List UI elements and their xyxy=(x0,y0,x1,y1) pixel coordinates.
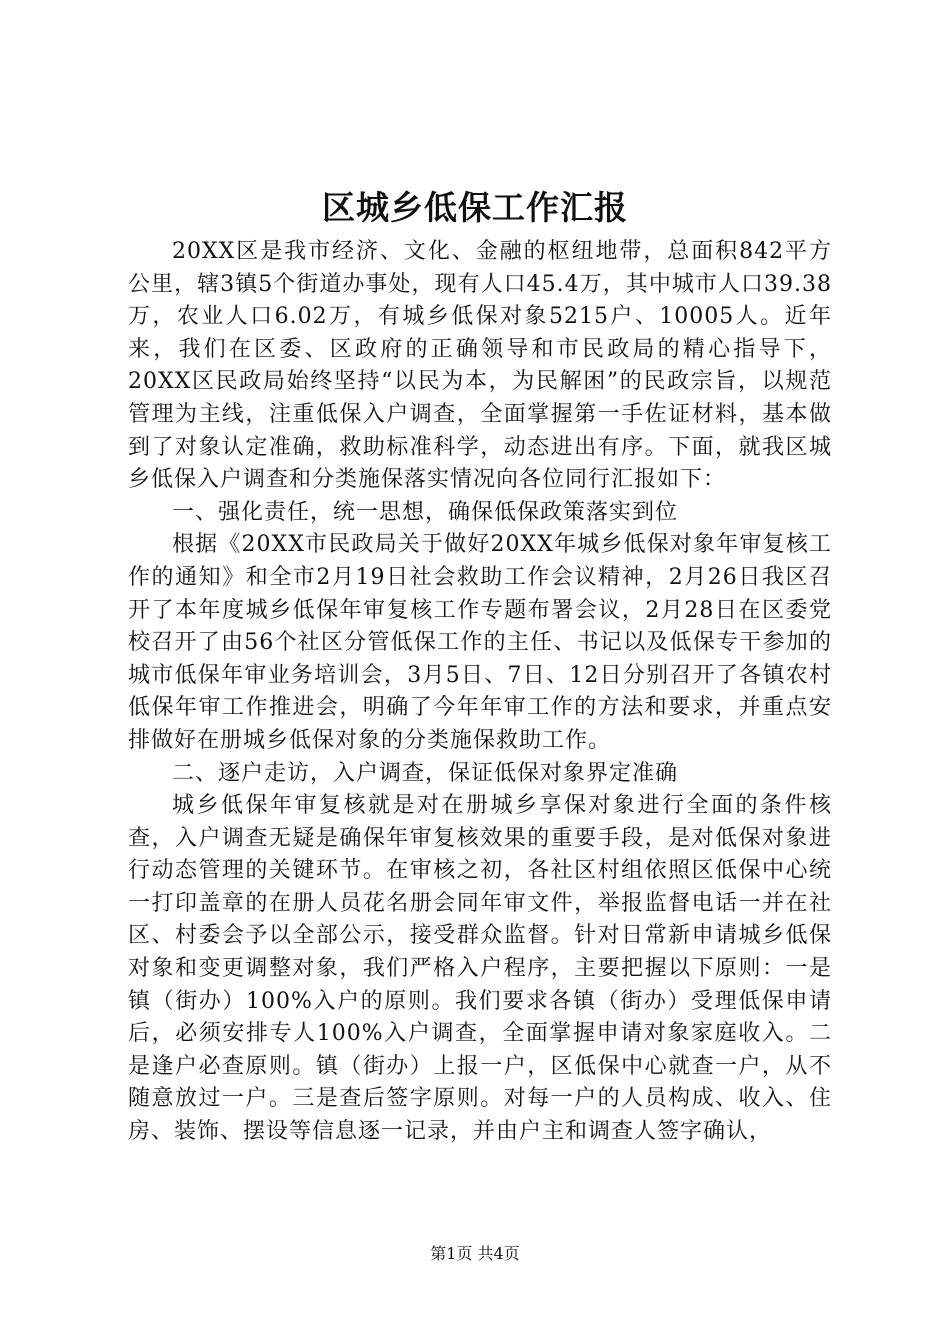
paragraph-intro: 20XX区是我市经济、文化、金融的枢纽地带，总面积842平方公里，辖3镇5个街道办事处，现有人口45.4万，其中城市人口39.38万，农业人口6.02万，有城乡低保对象5215户、10005人。近年来，我们在区委、区政府的正确领导和市民政局的精心指导下，20XX区民政局始终坚持“以民为本，为民解困”的民政宗旨，以规范管理为主线，注重低保入户调查，全面掌握第一手佐证材料，基本做到了对象认定准确，救助标准科学，动态进出有序。下面，就我区城乡低保入户调查和分类施保落实情况向各位同行汇报如下： xyxy=(128,239,832,493)
section-heading-2: 二、逐户走访，入户调查，保证低保对象界定准确 xyxy=(172,760,679,786)
page-number-footer: 第1页 共4页 xyxy=(430,1244,520,1263)
section-heading-1: 一、强化责任，统一思想，确保低保政策落实到位 xyxy=(172,499,679,525)
document-body xyxy=(128,236,832,1149)
document-title: 区城乡低保工作汇报 xyxy=(322,188,628,227)
paragraph-section-1: 根据《20XX市民政局关于做好20XX年城乡低保对象年审复核工作的通知》和全市2月19日社会救助工作会议精神，2月26日我区召开了本年度城乡低保年审复核工作专题布署会议，2月28日在区委党校召开了由56个社区分管低保工作的主任、书记以及低保专干参加的城市低保年审业务培训会，3月5日、7日、12日分别召开了各镇农村低保年审工作推进会，明确了今年年审工作的方法和要求，并重点安排做好在册城乡低保对象的分类施保救助工作。 xyxy=(128,532,833,753)
paragraph-section-2: 城乡低保年审复核就是对在册城乡享保对象进行全面的条件核查，入户调查无疑是确保年审复核效果的重要手段，是对低保对象进行动态管理的关键环节。在审核之初，各社区村组依照区低保中心统一打印盖章的在册人员花名册会同年审文件，举报监督电话一并在社区、村委会予以全部公示，接受群众监督。针对日常新申请城乡低保对象和变更调整对象，我们严格入户程序，主要把握以下原则：一是镇（街办）100%入户的原则。我们要求各镇（街办）受理低保申请后，必须安排专人100%入户调查，全面掌握申请对象家庭收入。二是逢户必查原则。镇（街办）上报一户，区低保中心就查一户，从不随意放过一户。三是查后签字原则。对每一户的人员构成、收入、住房、装饰、摆设等信息逐一记录，并由户主和调查人签字确认， xyxy=(128,793,832,1145)
